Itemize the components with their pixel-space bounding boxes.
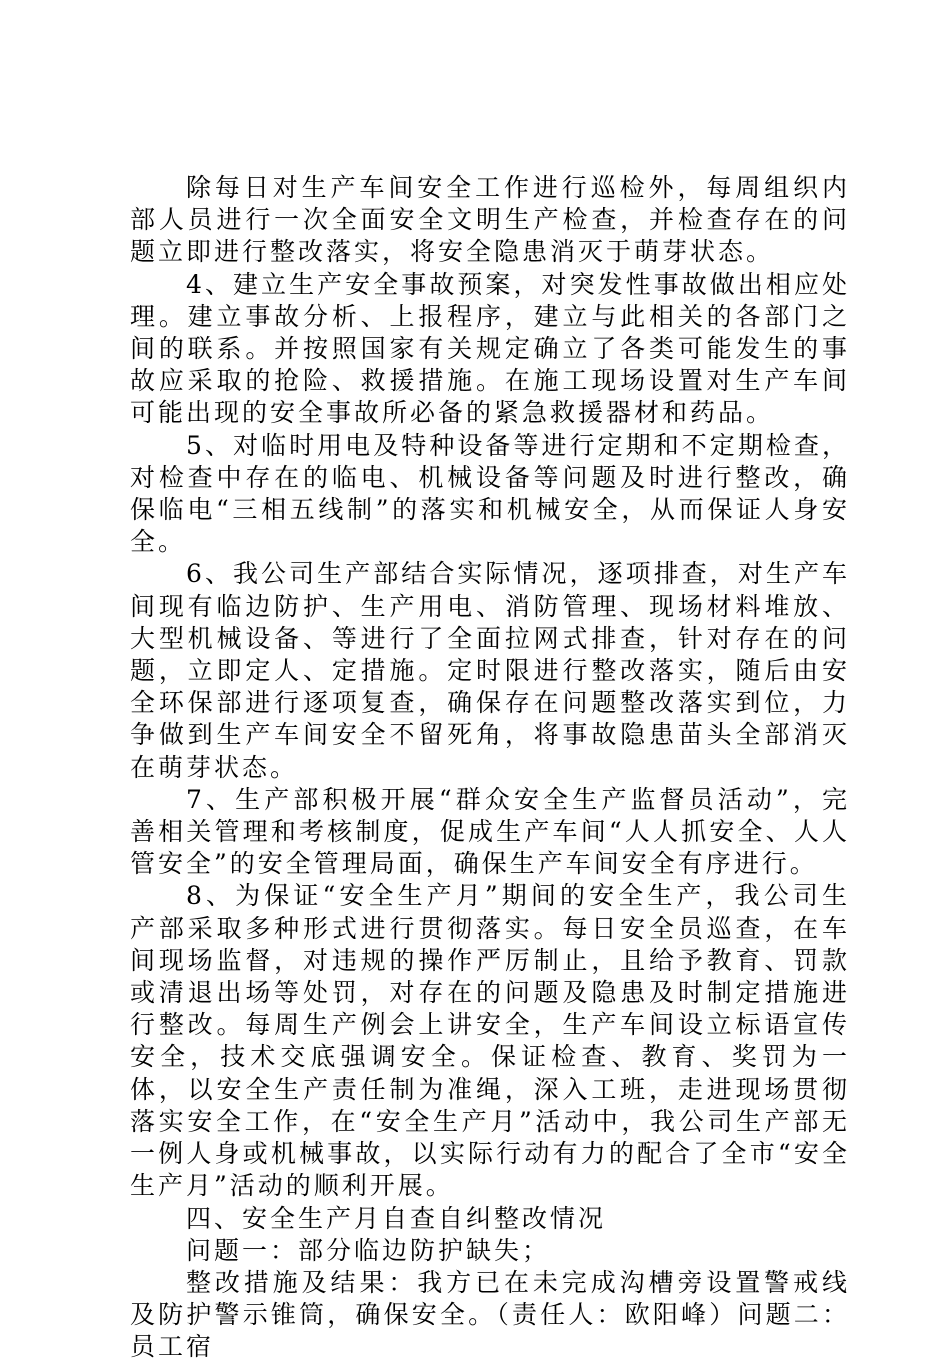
section-heading-self-inspection: 四、安全生产月自查自纠整改情况 (186, 1203, 607, 1233)
paragraph-problem-1: 问题一：部分临边防护缺失； (186, 1235, 551, 1265)
paragraph-inspection: 除每日对生产车间安全工作进行巡检外，每周组织内部人员进行一次全面安全文明生产检查，并检查存在的问题立即进行整改落实，将安全隐患消灭于萌芽状态。 (130, 173, 850, 267)
paragraph-item-4: 4、建立生产安全事故预案，对突发性事故做出相应处理。建立事故分析、上报程序，建立与此相关的各部门之间的联系。并按照国家有关规定确立了各类可能发生的事故应采取的抢险、救援措施。在施工现场设置对生产车间可能出现的安全事故所必备的紧急救援器材和药品。 (130, 269, 850, 428)
paragraph-rectification: 整改措施及结果：我方已在未完成沟槽旁设置警戒线及防护警示锥筒，确保安全。（责任人：欧阳峰）问题二：员工宿 (130, 1267, 850, 1362)
paragraph-item-5: 5、对临时用电及特种设备等进行定期和不定期检查，对检查中存在的临电、机械设备等问题及时进行整改，确保临电“三相五线制”的落实和机械安全，从而保证人身安全。 (130, 430, 850, 557)
paragraph-item-6: 6、我公司生产部结合实际情况，逐项排查，对生产车间现有临边防护、生产用电、消防管理、现场材料堆放、大型机械设备、等进行了全面拉网式排查，针对存在的问题，立即定人、定措施。定时限进行整改落实，随后由安全环保部进行逐项复查，确保存在问题整改落实到位，力争做到生产车间安全不留死角，将事故隐患苗头全部消灭在萌芽状态。 (130, 559, 850, 782)
paragraph-item-8: 8、为保证“安全生产月”期间的安全生产，我公司生产部采取多种形式进行贯彻落实。每日安全员巡查，在车间现场监督，对违规的操作严厉制止，且给予教育、罚款或清退出场等处罚，对存在的问题及隐患及时制定措施进行整改。每周生产例会上讲安全，生产车间设立标语宣传安全，技术交底强调安全。保证检查、教育、奖罚为一体，以安全生产责任制为准绳，深入工班，走进现场贯彻落实安全工作，在“安全生产月”活动中，我公司生产部无一例人身或机械事故，以实际行动有力的配合了全市“安全生产月”活动的顺利开展。 (130, 881, 850, 1201)
paragraph-item-7: 7、生产部积极开展“群众安全生产监督员活动”，完善相关管理和考核制度，促成生产车间“人人抓安全、人人管安全”的安全管理局面，确保生产车间安全有序进行。 (130, 784, 850, 879)
document-body (130, 172, 850, 1364)
